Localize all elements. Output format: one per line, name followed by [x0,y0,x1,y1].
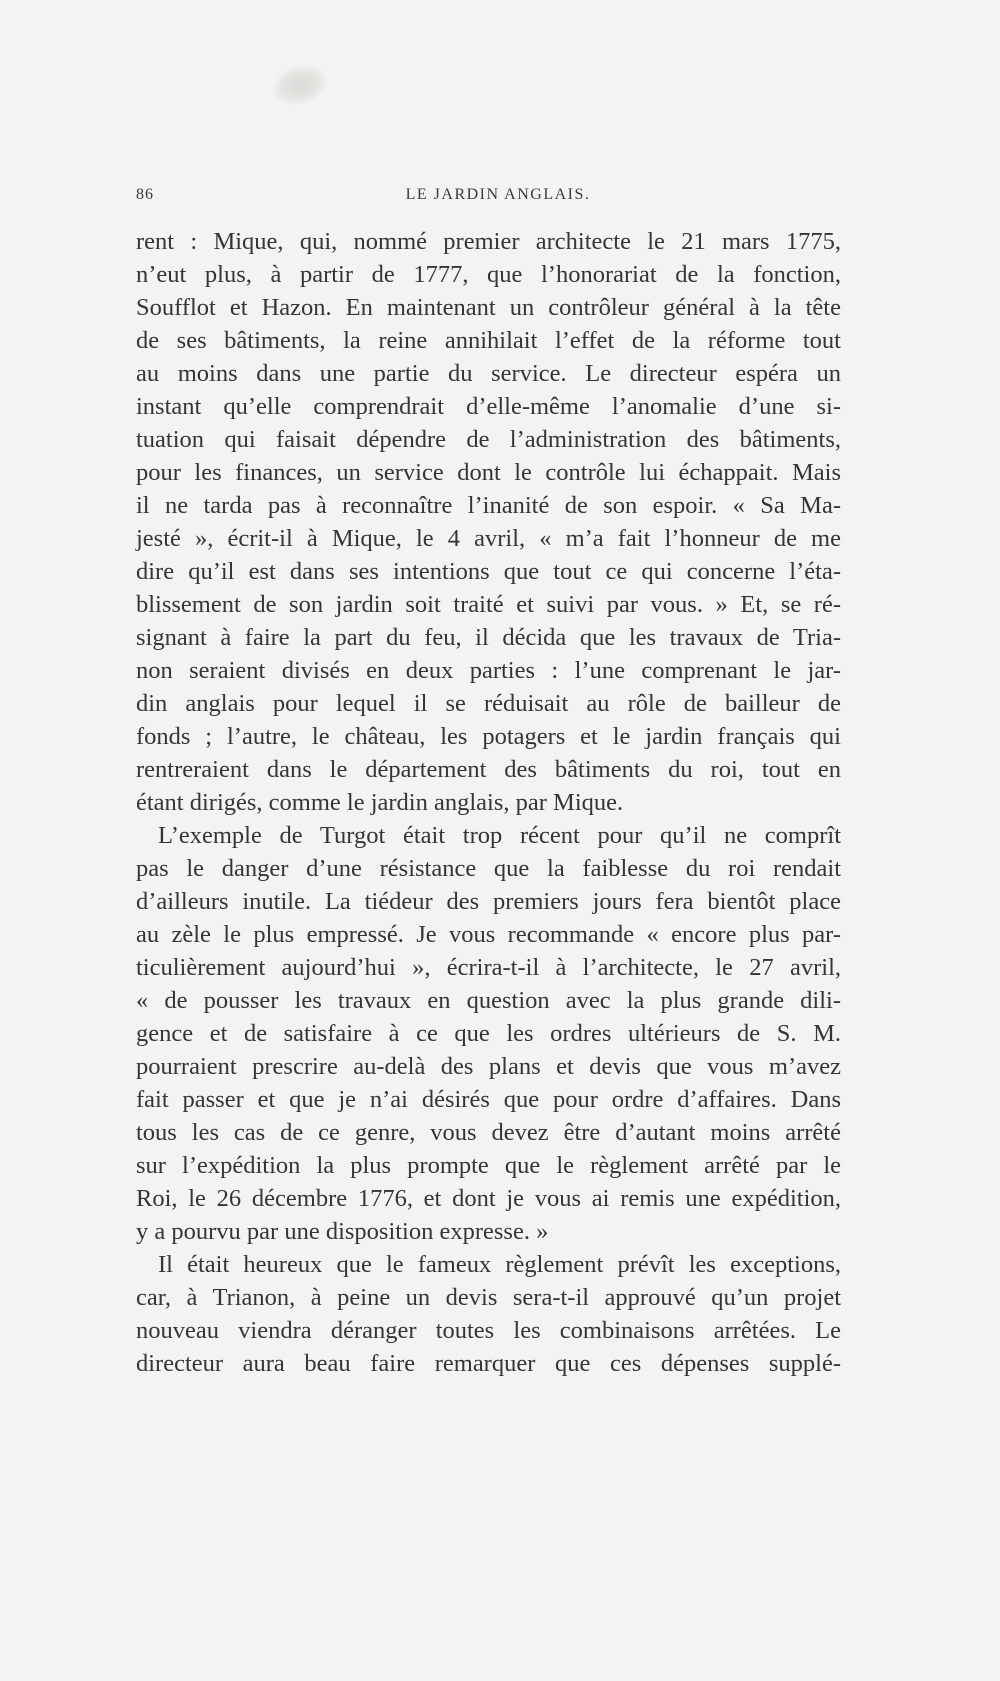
text-line: gence et de satisfaire à ce que les ordres ultérieurs de S. M. [136,1020,841,1047]
text-line: étant dirigés, comme le jardin anglais, par Mique. [136,789,624,816]
text-line: pour les finances, un service dont le contrôle lui échappait. Mais [136,459,841,486]
text-line: rentreraient dans le département des bâtiments du roi, tout en [136,756,841,783]
body-text [136,225,841,1380]
text-line: rent : Mique, qui, nommé premier architecte le 21 mars 1775, [136,228,841,255]
text-line: au moins dans une partie du service. Le directeur espéra un [136,360,841,387]
text-line: din anglais pour lequel il se réduisait au rôle de bailleur de [136,690,841,717]
text-line: fait passer et que je n’ai désirés que pour ordre d’affaires. Dans [136,1086,841,1113]
text-line: signant à faire la part du feu, il décida que les travaux de Tria- [136,624,841,651]
text-line: ticulièrement aujourd’hui », écrira-t-il à l’architecte, le 27 avril, [136,954,841,981]
text-line: dire qu’il est dans ses intentions que tout ce qui concerne l’éta- [136,558,841,585]
text-line: fonds ; l’autre, le château, les potagers et le jardin français qui [136,723,841,750]
text-line: pas le danger d’une résistance que la faiblesse du roi rendait [136,855,841,882]
text-line: instant qu’elle comprendrait d’elle-même l’anomalie d’une si- [136,393,841,420]
text-line: Roi, le 26 décembre 1776, et dont je vous ai remis une expédition, [136,1185,841,1212]
text-line: tous les cas de ce genre, vous devez être d’autant moins arrêté [136,1119,841,1146]
text-line: L’exemple de Turgot était trop récent pour qu’il ne comprît [158,822,841,849]
page-number: 86 [136,186,154,203]
text-line: blissement de son jardin soit traité et suivi par vous. » Et, se ré- [136,591,841,618]
text-line: Soufflot et Hazon. En maintenant un contrôleur général à la tête [136,294,841,321]
text-line: n’eut plus, à partir de 1777, que l’honorariat de la fonction, [136,261,841,288]
text-line: sur l’expédition la plus prompte que le règlement arrêté par le [136,1152,841,1179]
text-line: il ne tarda pas à reconnaître l’inanité de son espoir. « Sa Ma- [136,492,841,519]
text-line: tuation qui faisait dépendre de l’administration des bâtiments, [136,426,841,453]
text-line: de ses bâtiments, la reine annihilait l’effet de la réforme tout [136,327,841,354]
text-line: non seraient divisés en deux parties : l’une comprenant le jar- [136,657,841,684]
text-line: car, à Trianon, à peine un devis sera-t-il approuvé qu’un projet [136,1284,841,1311]
text-line: d’ailleurs inutile. La tiédeur des premiers jours fera bientôt place [136,888,841,915]
text-line: « de pousser les travaux en question avec la plus grande dili- [136,987,841,1014]
text-line: nouveau viendra déranger toutes les combinaisons arrêtées. Le [136,1317,841,1344]
text-line: pourraient prescrire au-delà des plans et devis que vous m’avez [136,1053,841,1080]
text-line: y a pourvu par une disposition expresse. » [136,1218,549,1245]
text-line: jesté », écrit-il à Mique, le 4 avril, « m’a fait l’honneur de me [136,525,841,552]
text-line: Il était heureux que le fameux règlement prévît les exceptions, [158,1251,841,1278]
running-head: LE JARDIN ANGLAIS. [405,186,591,203]
page-header [136,186,860,210]
ink-blot [267,58,332,111]
text-line: directeur aura beau faire remarquer que ces dépenses supplé- [136,1350,841,1377]
text-line: au zèle le plus empressé. Je vous recommande « encore plus par- [136,921,841,948]
